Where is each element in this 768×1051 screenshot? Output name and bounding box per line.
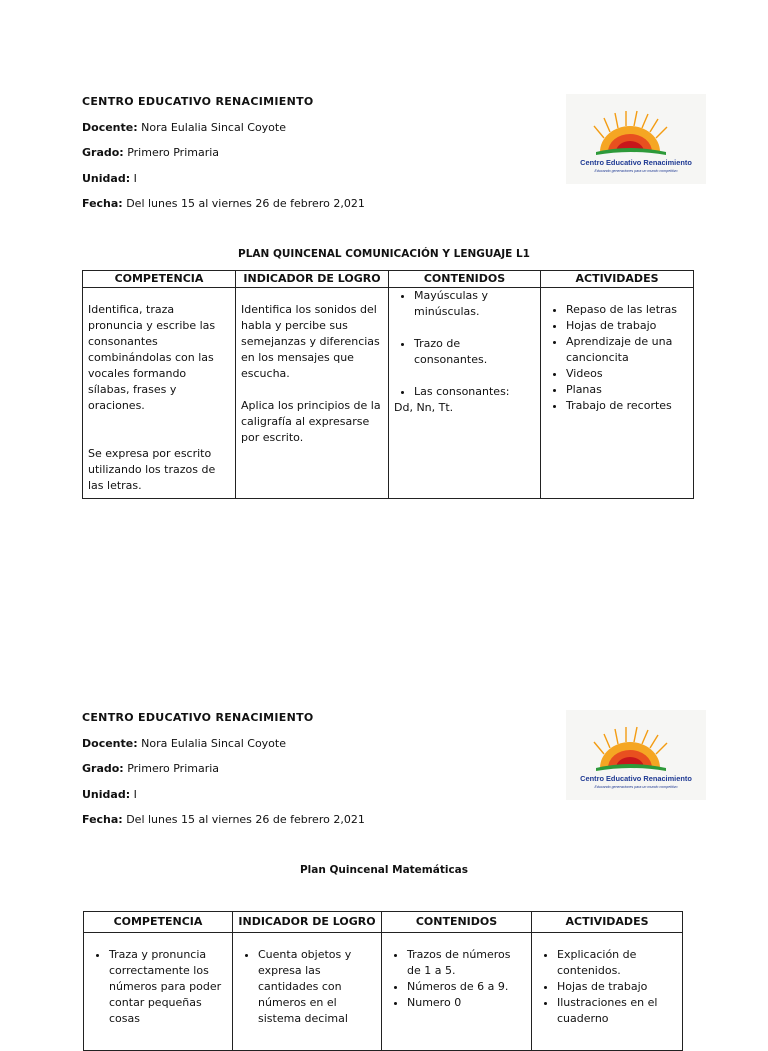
actividades-cell bbox=[532, 933, 683, 1051]
contenidos-cell bbox=[382, 933, 532, 1051]
column-header: ACTIVIDADES bbox=[541, 271, 694, 288]
actividades-cell bbox=[541, 288, 694, 499]
school-name: CENTRO EDUCATIVO RENACIMIENTO bbox=[82, 95, 314, 108]
column-header: INDICADOR DE LOGRO bbox=[236, 271, 389, 288]
grado-value: Primero Primaria bbox=[127, 762, 220, 775]
list-item: • Trazo de consonantes. bbox=[414, 336, 535, 368]
logo-title: Centro Educativo Renacimiento bbox=[580, 774, 692, 783]
cell-text: Dd, Nn, Tt. bbox=[394, 401, 454, 414]
list-item: • Trabajo de recortes bbox=[566, 398, 688, 414]
table-header-row bbox=[84, 912, 683, 933]
column-header: ACTIVIDADES bbox=[532, 912, 683, 933]
fecha-label: Fecha: bbox=[82, 813, 123, 826]
plan-title: Plan Quincenal Matemáticas bbox=[299, 864, 469, 876]
table-row bbox=[83, 288, 694, 499]
school-name: CENTRO EDUCATIVO RENACIMIENTO bbox=[82, 711, 314, 724]
list-item: • Repaso de las letras bbox=[566, 302, 688, 318]
list-item: • Planas bbox=[566, 382, 688, 398]
list-item: • Hojas de trabajo bbox=[557, 979, 677, 995]
column-header: CONTENIDOS bbox=[389, 271, 541, 288]
plan-table-2 bbox=[83, 911, 683, 1051]
list-item: • Ilustraciones en el cuaderno bbox=[557, 995, 677, 1027]
school-logo bbox=[566, 710, 706, 800]
contenidos-cell bbox=[389, 288, 541, 499]
list-item: • Traza y pronuncia correctamente los números para poder contar pequeñas cosas bbox=[109, 947, 227, 1027]
docente-value: Nora Eulalia Sincal Coyote bbox=[141, 120, 286, 134]
indicador-cell bbox=[233, 933, 382, 1051]
list-item: • Hojas de trabajo bbox=[566, 318, 688, 334]
list-item: • Numero 0 bbox=[407, 995, 526, 1011]
list-item: • Explicación de contenidos. bbox=[557, 947, 677, 979]
table-header-row bbox=[83, 271, 694, 288]
logo-tagline: Educando generaciones para un mundo competitivo bbox=[594, 785, 678, 789]
sunrise-logo-icon bbox=[566, 94, 706, 184]
indicador-cell bbox=[236, 288, 389, 499]
list-item: • Las consonantes: bbox=[414, 384, 535, 400]
cell-text: Se expresa por escrito utilizando los trazos de las letras. bbox=[88, 447, 216, 492]
sunrise-logo-icon bbox=[566, 710, 706, 800]
list-item: • Números de 6 a 9. bbox=[407, 979, 526, 995]
list-item: • Mayúsculas y minúsculas. bbox=[414, 288, 535, 320]
unidad-value: I bbox=[133, 787, 137, 801]
plan-title: PLAN QUINCENAL COMUNICACIÓN Y LENGUAJE L1 bbox=[238, 248, 530, 260]
list-item: • Cuenta objetos y expresa las cantidades con números en el sistema decimal bbox=[258, 947, 376, 1027]
column-header: INDICADOR DE LOGRO bbox=[233, 912, 382, 933]
table-row bbox=[84, 933, 683, 1051]
cell-text: Identifica, traza pronuncia y escribe las consonantes combinándolas con las vocales formando sílabas, frases y oraciones. bbox=[88, 303, 216, 412]
logo-tagline: Educando generaciones para un mundo competitivo bbox=[594, 169, 678, 173]
fecha-label: Fecha: bbox=[82, 197, 123, 210]
column-header: COMPETENCIA bbox=[83, 271, 236, 288]
fecha-value: Del lunes 15 al viernes 26 de febrero 2,021 bbox=[126, 813, 365, 826]
list-item: • Aprendizaje de una cancioncita bbox=[566, 334, 688, 366]
competencia-cell bbox=[83, 288, 236, 499]
list-item: • Trazos de números de 1 a 5. bbox=[407, 947, 526, 979]
competencia-cell bbox=[84, 933, 233, 1051]
school-logo bbox=[566, 94, 706, 184]
docente-label: Docente: bbox=[82, 736, 138, 750]
unidad-value: I bbox=[133, 171, 137, 185]
column-header: CONTENIDOS bbox=[382, 912, 532, 933]
cell-text: Identifica los sonidos del habla y percibe sus semejanzas y diferencias en los mensajes que escucha. bbox=[241, 303, 380, 380]
unidad-label: Unidad: bbox=[82, 787, 131, 801]
list-item: • Videos bbox=[566, 366, 688, 382]
docente-value: Nora Eulalia Sincal Coyote bbox=[141, 736, 286, 750]
cell-text: Aplica los principios de la caligrafía al expresarse por escrito. bbox=[241, 399, 381, 444]
column-header: COMPETENCIA bbox=[84, 912, 233, 933]
unidad-label: Unidad: bbox=[82, 171, 131, 185]
logo-title: Centro Educativo Renacimiento bbox=[580, 158, 692, 167]
fecha-value: Del lunes 15 al viernes 26 de febrero 2,021 bbox=[126, 197, 365, 210]
grado-label: Grado: bbox=[82, 146, 124, 159]
docente-label: Docente: bbox=[82, 120, 138, 134]
grado-value: Primero Primaria bbox=[127, 146, 220, 159]
plan-table-1 bbox=[82, 270, 694, 499]
grado-label: Grado: bbox=[82, 762, 124, 775]
